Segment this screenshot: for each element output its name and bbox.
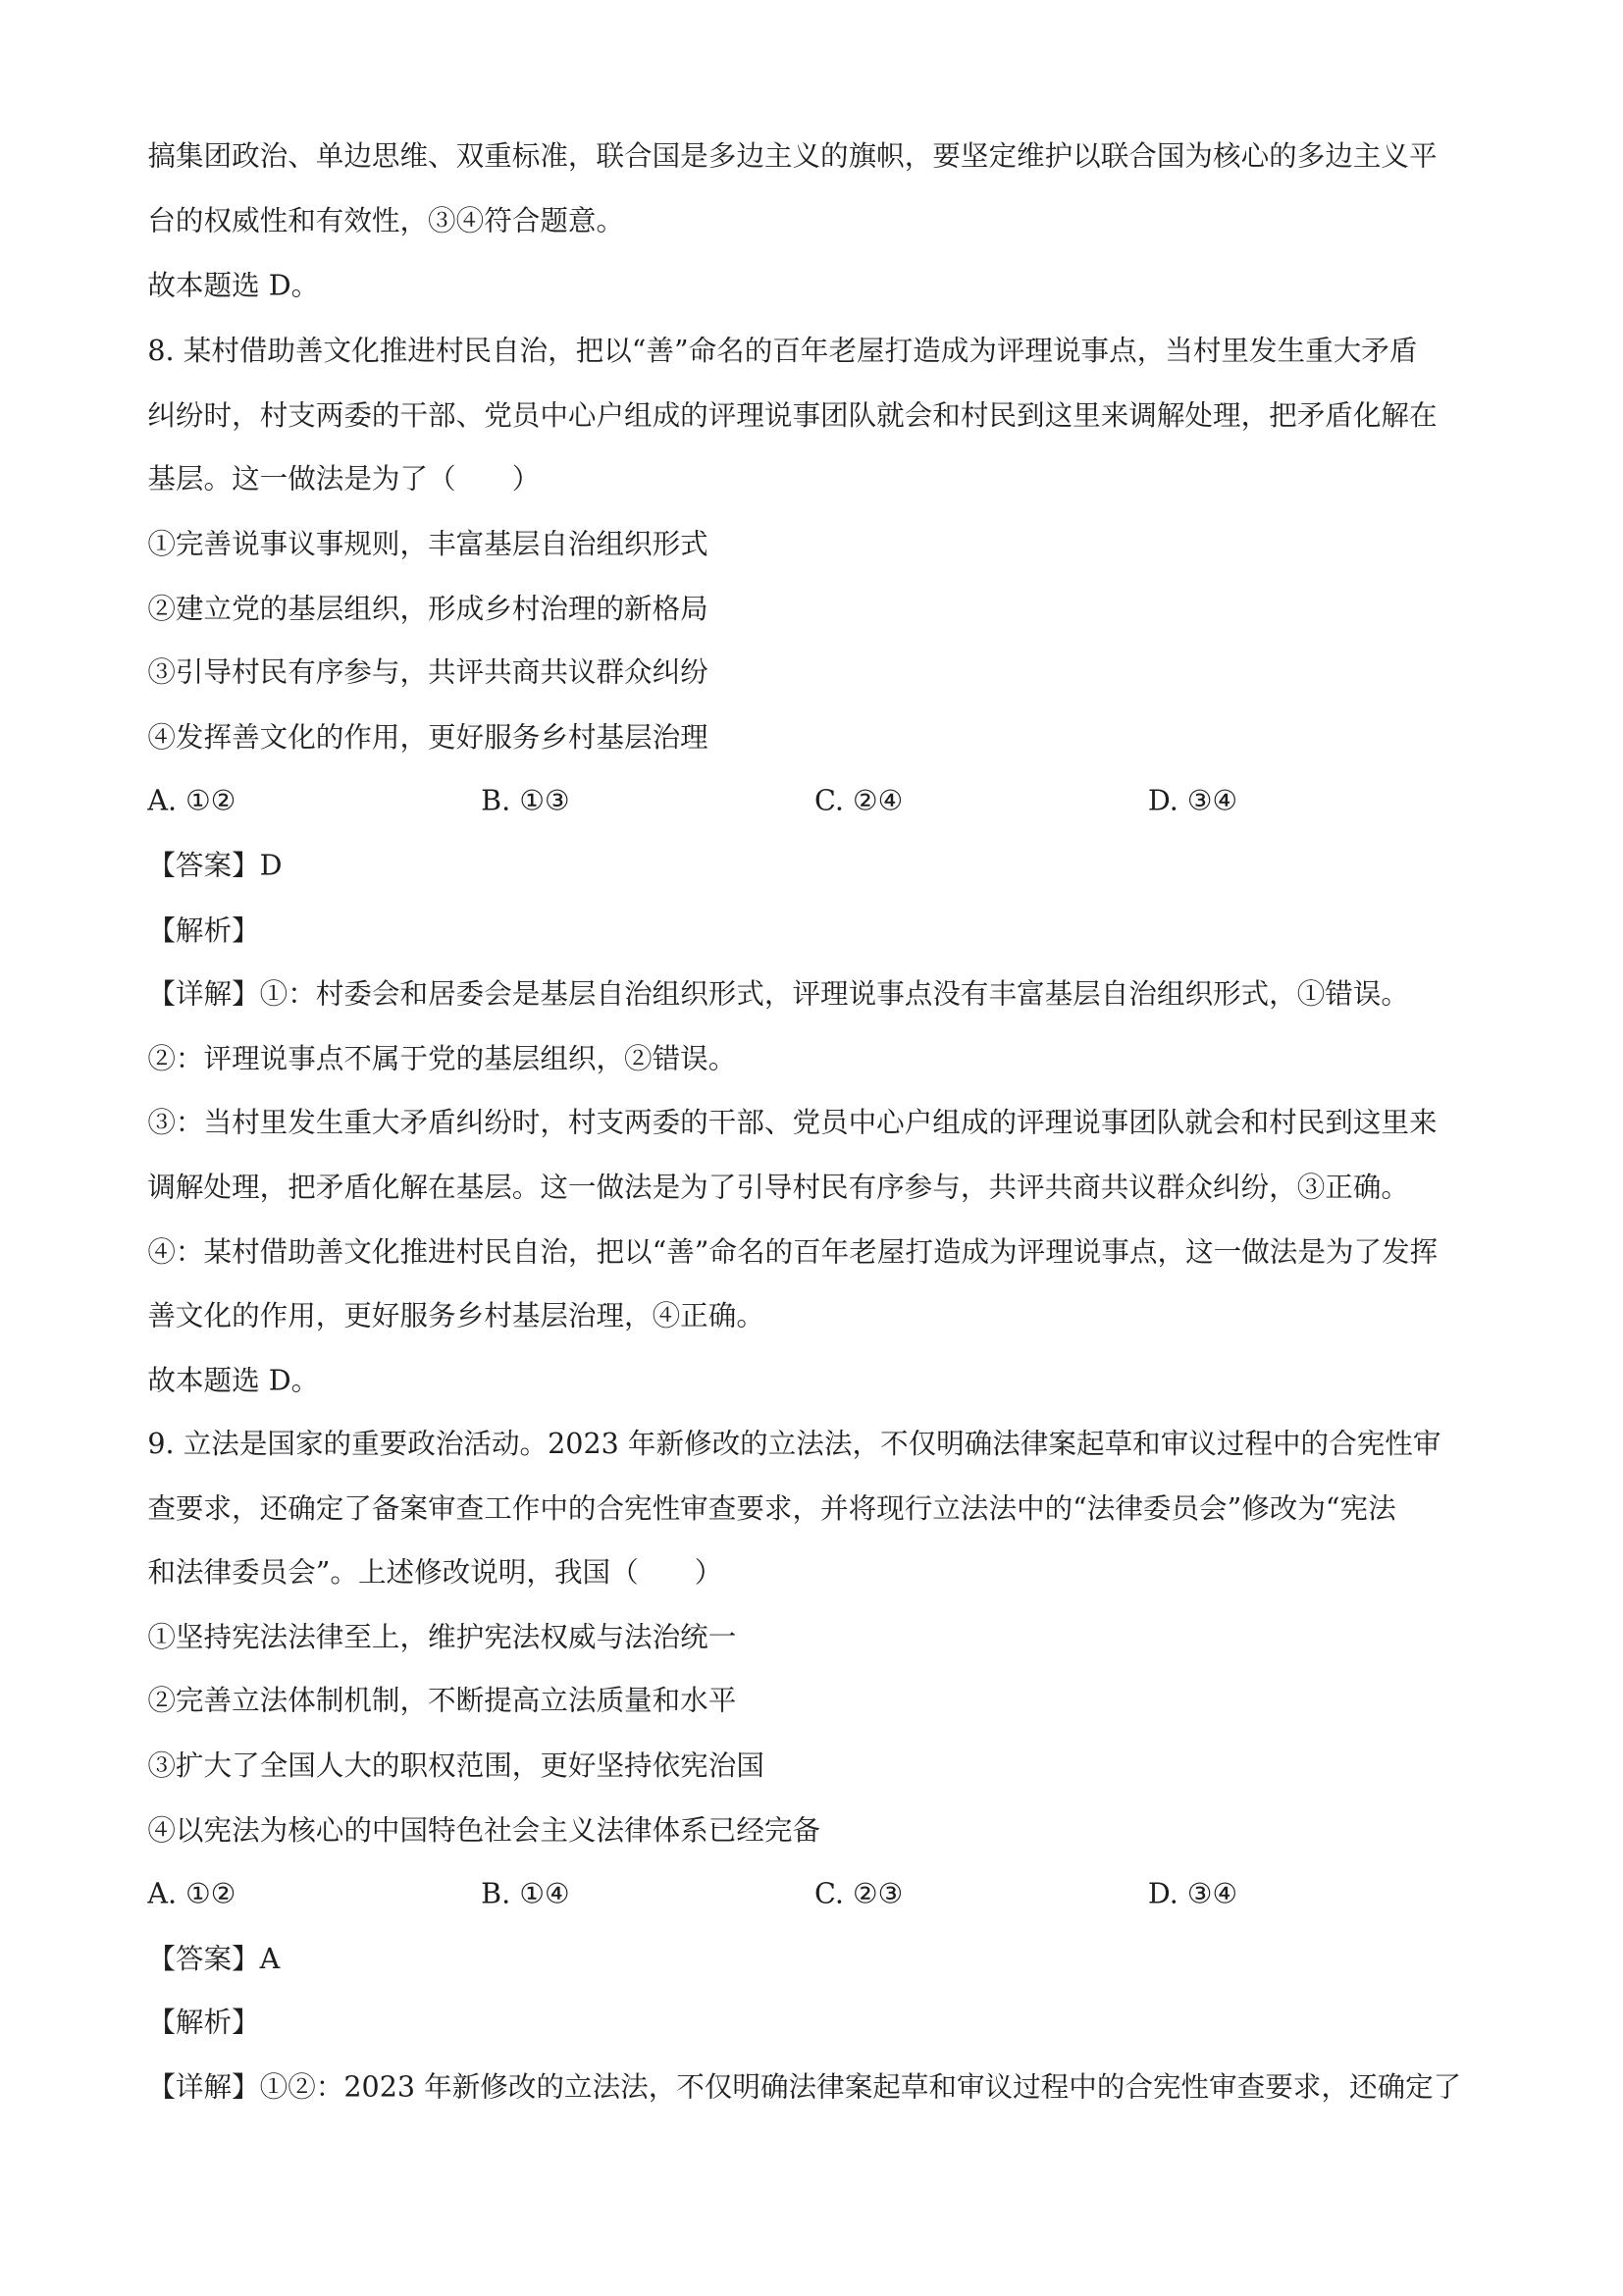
prev-analysis-line: 搞集团政治、单边思维、双重标准，联合国是多边主义的旗帜，要坚定维护以联合国为核心的多边主义平 xyxy=(147,139,1438,173)
q9-stem-line: 查要求，还确定了备案审查工作中的合宪性审查要求，并将现行立法法中的“法律委员会”修改为“宪法 xyxy=(147,1492,1396,1526)
q8-option-a: A. ①② xyxy=(147,784,236,818)
q8-conclusion: 故本题选 D。 xyxy=(147,1364,320,1397)
q9-option-d: D. ③④ xyxy=(1147,1878,1238,1911)
detail-text: ①：村委会和居委会是基层自治组织形式，评理说事点没有丰富基层自治组织形式，①错误。 xyxy=(259,977,1410,1011)
q8-option-d: D. ③④ xyxy=(1147,784,1238,818)
q8-statement: ④发挥善文化的作用，更好服务乡村基层治理 xyxy=(147,721,708,755)
q8-statement: ③引导村民有序参与，共评共商共议群众纠纷 xyxy=(147,656,708,690)
answer-tag: 【答案】 xyxy=(147,1943,260,1976)
q9-stem-line: 9. 立法是国家的重要政治活动。2023 年新修改的立法法，不仅明确法律案起草和审议过程中的合宪性审 xyxy=(147,1428,1441,1461)
q9-option-a: A. ①② xyxy=(147,1878,236,1911)
q9-statement: ②完善立法体制机制，不断提高立法质量和水平 xyxy=(147,1685,737,1718)
q8-detail-line: ④：某村借助善文化推进村民自治，把以“善”命名的百年老屋打造成为评理说事点，这一做法是为了发挥 xyxy=(147,1236,1439,1270)
q8-stem-line: 8. 某村借助善文化推进村民自治，把以“善”命名的百年老屋打造成为评理说事点，当村里发生重大矛盾 xyxy=(147,335,1418,368)
prev-analysis-line: 台的权威性和有效性，③④符合题意。 xyxy=(147,205,625,238)
q8-statement: ②建立党的基层组织，形成乡村治理的新格局 xyxy=(147,593,708,626)
q8-stem-line: 纠纷时，村支两委的干部、党员中心户组成的评理说事团队就会和村民到这里来调解处理，把矛盾化解在 xyxy=(147,399,1438,433)
detail-text: ①②：2023 年新修改的立法法，不仅明确法律案起草和审议过程中的合宪性审查要求，还确定了 xyxy=(259,2071,1462,2105)
prev-conclusion: 故本题选 D。 xyxy=(147,270,320,303)
answer-tag: 【答案】 xyxy=(147,850,260,883)
answer-value: D xyxy=(259,850,283,883)
answer-value: A xyxy=(259,1943,281,1976)
q9-analysis-tag: 【解析】 xyxy=(147,2006,260,2040)
q8-answer xyxy=(147,849,282,884)
q9-statement: ④以宪法为核心的中国特色社会主义法律体系已经完备 xyxy=(147,1814,821,1848)
q8-detail-line: 调解处理，把矛盾化解在基层。这一做法是为了引导村民有序参与，共评共商共议群众纠纷，③正确。 xyxy=(147,1171,1409,1204)
q8-detail-line xyxy=(147,976,1409,1012)
q8-detail-line: 善文化的作用，更好服务乡村基层治理，④正确。 xyxy=(147,1299,764,1332)
q9-option-c: C. ②③ xyxy=(814,1878,904,1911)
q8-stem-line: 基层。这一做法是为了（ ） xyxy=(147,463,541,496)
q9-statement: ③扩大了全国人大的职权范围，更好坚持依宪治国 xyxy=(147,1749,764,1783)
detail-tag: 【详解】 xyxy=(147,977,260,1011)
q8-option-c: C. ②④ xyxy=(814,784,904,818)
q9-detail-line xyxy=(147,2070,1461,2106)
q8-analysis-tag: 【解析】 xyxy=(147,914,260,948)
q9-option-b: B. ①④ xyxy=(481,1878,570,1911)
q8-statement: ①完善说事议事规则，丰富基层自治组织形式 xyxy=(147,528,708,561)
q8-detail-line: ②：评理说事点不属于党的基层组织，②错误。 xyxy=(147,1043,737,1076)
q8-option-b: B. ①③ xyxy=(481,784,570,818)
q8-detail-line: ③：当村里发生重大矛盾纠纷时，村支两委的干部、党员中心户组成的评理说事团队就会和村民到这里来 xyxy=(147,1106,1438,1139)
q9-statement: ①坚持宪法法律至上，维护宪法权威与法治统一 xyxy=(147,1621,737,1654)
q9-stem-line: 和法律委员会”。上述修改说明，我国（ ） xyxy=(147,1556,723,1590)
q9-answer xyxy=(147,1942,280,1977)
detail-tag: 【详解】 xyxy=(147,2071,260,2105)
